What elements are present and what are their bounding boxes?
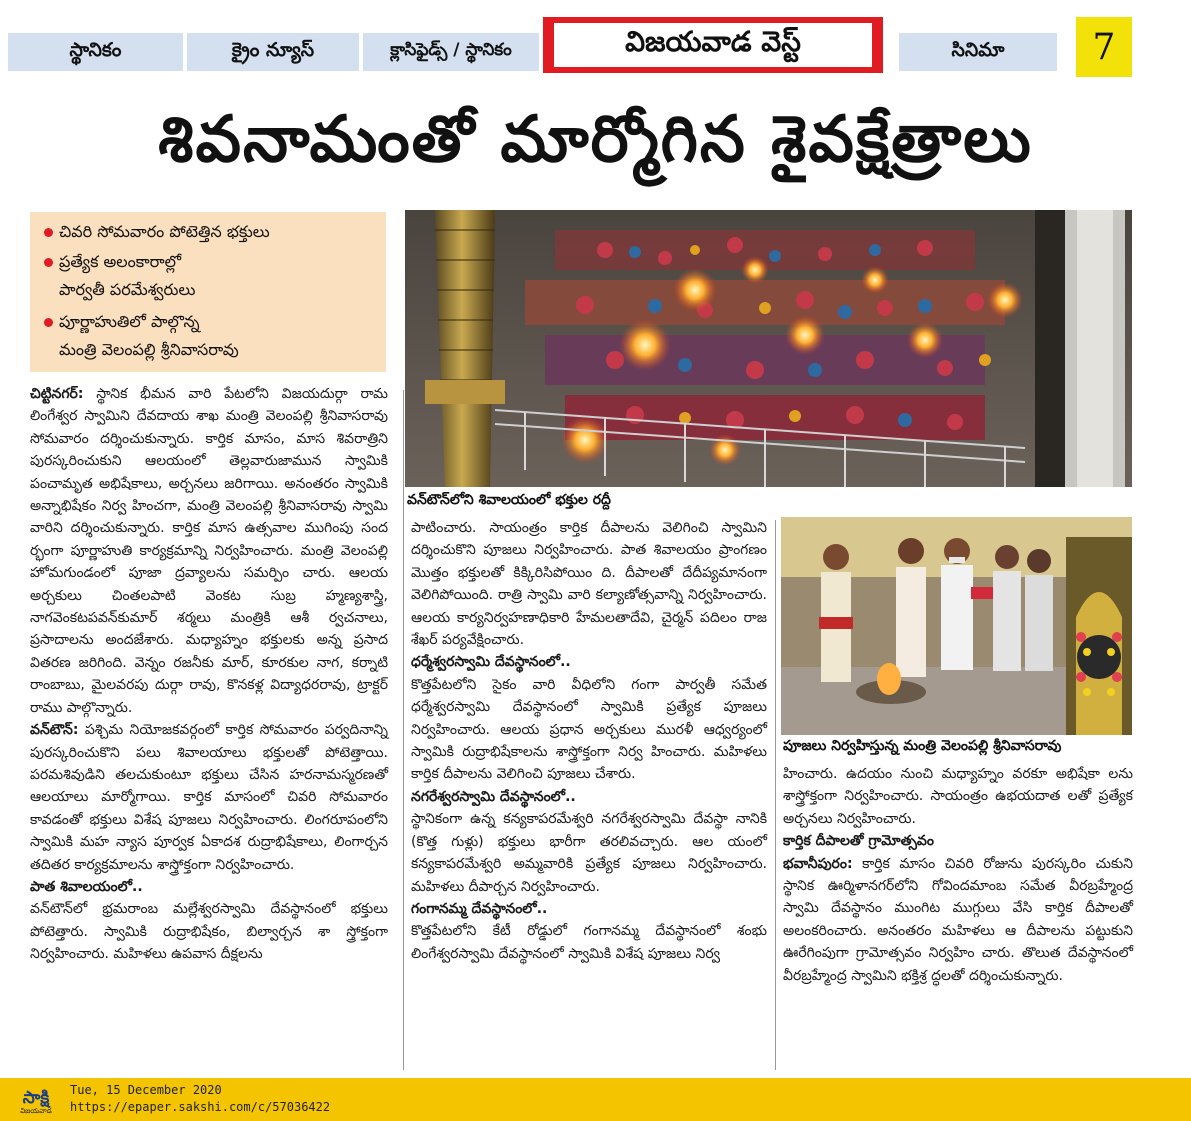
highlight-item: చివరి సోమవారం పోటెత్తిన భక్తులు xyxy=(44,222,270,245)
tab-label: సినిమా xyxy=(951,38,1005,61)
subheading: గంగానమ్మ దేవస్థానంలో.. xyxy=(411,900,548,917)
dateline: చిట్టినగర్‌: xyxy=(30,386,84,402)
bullet-dot-icon xyxy=(44,318,53,327)
paragraph: స్థానికంగా ఉన్న కన్యకాపరమేశ్వరి నగరేశ్వరస్వామి దేవస్థా నానికి (కొత్త గుళ్లు) భక్తులు భారీగా తరలివచ్చారు. ఆల యంలో కన్యకాపరమేశ్వరి అమ్మవారికి ప్రత్యేక పూజలు నిర్వహించారు. మహిళలు దీపార్చన నిర్వహించారు. xyxy=(411,811,767,895)
column-divider xyxy=(403,390,404,1070)
paragraph: కొత్తపేటలోని సైకం వారి వీధిలోని గంగా పార్వతీ సమేత ధర్మేశ్వరస్వామి దేవస్థానంలో స్వామికి ప్రత్యేక పూజలు నిర్వహించారు. ఆలయ ప్రధాన అర్చకులు మురళీ ఆధ్వర్యంలో స్వామికి రుద్రాభిషేకాలను శాస్త్రోక్తంగా నిర్వ హించారు. మహిళలు కార్తిక దీపాలను వెలిగించి పూజలు చేశారు. xyxy=(411,676,767,783)
tab-label: విజయవాడ వెస్ట్ xyxy=(554,23,872,67)
dateline: భవానీపురం: xyxy=(783,855,853,872)
temple-crowd-photo xyxy=(405,210,1132,487)
photo-caption: వన్‌టౌన్‌లోని శివాలయంలో భక్తుల రద్దీ xyxy=(407,492,611,508)
tab-classifieds-local[interactable] xyxy=(363,33,539,71)
tab-cinema[interactable] xyxy=(899,33,1057,71)
sakshi-logo[interactable] xyxy=(6,1082,66,1116)
subheading: నగరేశ్వరస్వామి దేవస్థానంలో.. xyxy=(411,788,576,805)
logo-subtext: విజయవాడ xyxy=(20,1107,52,1115)
article-column-3 xyxy=(783,763,1133,987)
logo-text: సాక్షి xyxy=(22,1088,50,1108)
highlight-item: ప్రత్యేక అలంకారాల్లో xyxy=(44,252,181,275)
tab-label: క్లాసిఫైడ్స్‌ / స్థానికం xyxy=(390,40,512,60)
tab-vijayawada-west[interactable] xyxy=(543,17,883,73)
sakshi-logo-icon xyxy=(6,1082,66,1116)
paragraph: భవానీపురం: కార్తిక మాసం చివరి రోజును పురస్కరిం చుకుని స్థానిక ఊర్మిళానగర్‌లోని గోవిందమాంబ సమేత వీరబ్రహ్మేంద్ర స్వామి దేవస్థానం ముంగిట ముగ్గులు వేసి కార్తిక దీపాలతో అలంకరించారు. అనంతరం మహిళలు ఆ దీపాలను పట్టుకుని ఊరేగింపుగా గ్రామోత్సవం నిర్వహిం చారు. తొలుత దేవస్థానంలో వీరబ్రహ్మేంద్ర స్వామిని భక్తిశ్ర ద్ధలతో దర్శించుకున్నారు. xyxy=(783,855,1133,984)
headline: శివనామంతో మార్మోగిన శైవక్షేత్రాలు xyxy=(158,103,1033,177)
photo-caption: పూజలు నిర్వహిస్తున్న మంత్రి వెలంపల్లి శ్రీనివాసరావు xyxy=(783,738,1062,754)
epaper-url-link[interactable]: https://epaper.sakshi.com/c/57036422 xyxy=(70,1100,331,1114)
highlight-item-continued: మంత్రి వెలంపల్లి శ్రీనివాసరావు xyxy=(59,340,239,359)
highlight-item: పూర్ణాహుతిలో పాల్గొన్న xyxy=(44,312,200,335)
column-divider xyxy=(775,520,776,1070)
paragraph: పాటించారు. సాయంత్రం కార్తిక దీపాలను వెలిగించి స్వామిని దర్శించుకొని పూజలు నిర్వహించారు. పాత శివాలయం ప్రాంగణం మొత్తం భక్తులతో కిక్కిరిసిపోయిం ది. దీపాలతో దేదీప్యమానంగా వెలిగిపోయింది. రాత్రి స్వామి వారి కల్యాణోత్సవాన్ని నిర్వహించారు. ఆలయ కార్యనిర్వహణాధికారి హేమలతాదేవి, చైర్మన్‌ పదిలం రాజ శేఖర్‌ పర్యవేక్షించారు. xyxy=(411,520,767,649)
bullet-dot-icon xyxy=(44,258,53,267)
temple-crowd-illustration xyxy=(405,210,1132,487)
section-header-bar xyxy=(0,0,1191,78)
minister-puja-photo xyxy=(781,517,1132,735)
page-number: 7 xyxy=(1076,17,1132,77)
dateline: వన్‌టౌన్‌: xyxy=(30,722,79,739)
paragraph: హించారు. ఉదయం నుంచి మధ్యాహ్నం వరకూ అభిషేకా లను శాస్త్రోక్తంగా నిర్వహించారు. సాయంత్రం ఉభయదాత లతో ప్రత్యేక అర్చనలు నిర్వహించారు. xyxy=(783,766,1133,827)
subheading: పాత శివాలయంలో.. xyxy=(30,878,143,895)
highlights-box xyxy=(30,212,386,372)
bullet-dot-icon xyxy=(44,228,53,237)
paragraph: చిట్టినగర్‌: స్థానిక భీమన వారి పేటలోని విజయదుర్గా రామ లింగేశ్వర స్వామిని దేవదాయ శాఖ మంత్రి వెలంపల్లి శ్రీనివాసరావు సోమవారం దర్శించుకున్నారు. కార్తిక మాసం, మాస శివరాత్రిని పురస్కరించుకుని ఆలయంలో తెల్లవారుజామున స్వామికి పంచామృత అభిషేకాలు, అర్చనలు జరిగాయి. అనంతరం స్వామికి అన్నాభిషేకం నిర్వ హించగా, మంత్రి వెలంపల్లి శ్రీనివాసరావు స్వామి వారిని దర్శించుకున్నారు. కార్తిక మాస ఉత్సవాల ముగింపు సంద ర్భంగా పూర్ణాహుతి కార్యక్రమాన్ని నిర్వహించారు. మంత్రి వెలంపల్లి హోమగుండంలో పూజా ద్రవ్యాలను సమర్పిం చారు. ఆలయ అర్చకులు చింతలపాటి వెంకట సుబ్ర హ్మణ్యశాస్త్రి, నాగవెంకటపవన్‌కుమార్‌ శర్మలు మంత్రికి ఆశీ ర్వచనాలు, ప్రసాదాలను అందజేశారు. మధ్యాహ్నం భక్తులకు అన్న ప్రసాద వితరణ జరిగింది. వెన్నం రజనీకు మార్‌, కూరకుల నాగ, కర్నాటి రాంబాబు, మైలవరపు దుర్గా రావు, కొనకళ్ల విద్యాధరరావు, ట్రాక్టర్‌ రాము పాల్గొన్నారు. xyxy=(30,386,388,716)
edition-date: Tue, 15 December 2020 xyxy=(70,1083,222,1097)
highlight-item-continued: పార్వతీ పరమేశ్వరులు xyxy=(59,280,196,299)
paragraph: వన్‌టౌన్‌లో భ్రమరాంబ మల్లేశ్వరస్వామి దేవస్థానంలో భక్తులు పోటెత్తారు. స్వామికి రుద్రాభిషేకం, బిల్వార్చన శా స్త్రోక్తంగా నిర్వహించారు. మహిళలు ఉపవాస దీక్షలను xyxy=(30,901,388,963)
tab-crime-news[interactable] xyxy=(187,33,359,71)
subheading: కార్తిక దీపాలతో గ్రామోత్సవం xyxy=(783,833,934,850)
article-column-2 xyxy=(411,517,767,965)
article-column-1 xyxy=(30,383,388,966)
tab-local[interactable] xyxy=(8,33,183,71)
paragraph: వన్‌టౌన్‌: పశ్చిమ నియోజకవర్గంలో కార్తిక సోమవారం పర్వదినాన్ని పురస్కరించుకొని పలు శివాలయాలు భక్తులతో పోటెత్తాయి. పరమశివుడిని తలచుకుంటూ భక్తులు చేసిన హరనామస్మరణతో ఆలయాలు మార్మోగాయి. కార్తిక మాసంలో చివరి సోమవారం కావడంతో భక్తులు విశేష పూజలు నిర్వహించారు. లింగరూపంలోని స్వామికి మహ న్యాస పూర్వక ఏకాదశ రుద్రాభిషేకాలు, లింగార్చన తదితర కార్యక్రమాలను శాస్త్రోక్తంగా నిర్వహించారు. xyxy=(30,722,388,873)
tab-label: క్రైం న్యూస్‌ xyxy=(231,38,315,61)
epaper-footer xyxy=(0,1078,1191,1121)
puja-scene-illustration xyxy=(781,517,1132,735)
subheading: ధర్మేశ్వరస్వామి దేవస్థానంలో.. xyxy=(411,654,571,671)
tab-label: స్థానికం xyxy=(69,38,122,61)
paragraph: కొత్తపేటలోని కేటీ రోడ్డులో గంగానమ్మ దేవస్థానంలో శంభు లింగేశ్వరస్వామి దేవస్థానంలో స్వామికి విశేష పూజలు నిర్వ xyxy=(411,923,767,962)
